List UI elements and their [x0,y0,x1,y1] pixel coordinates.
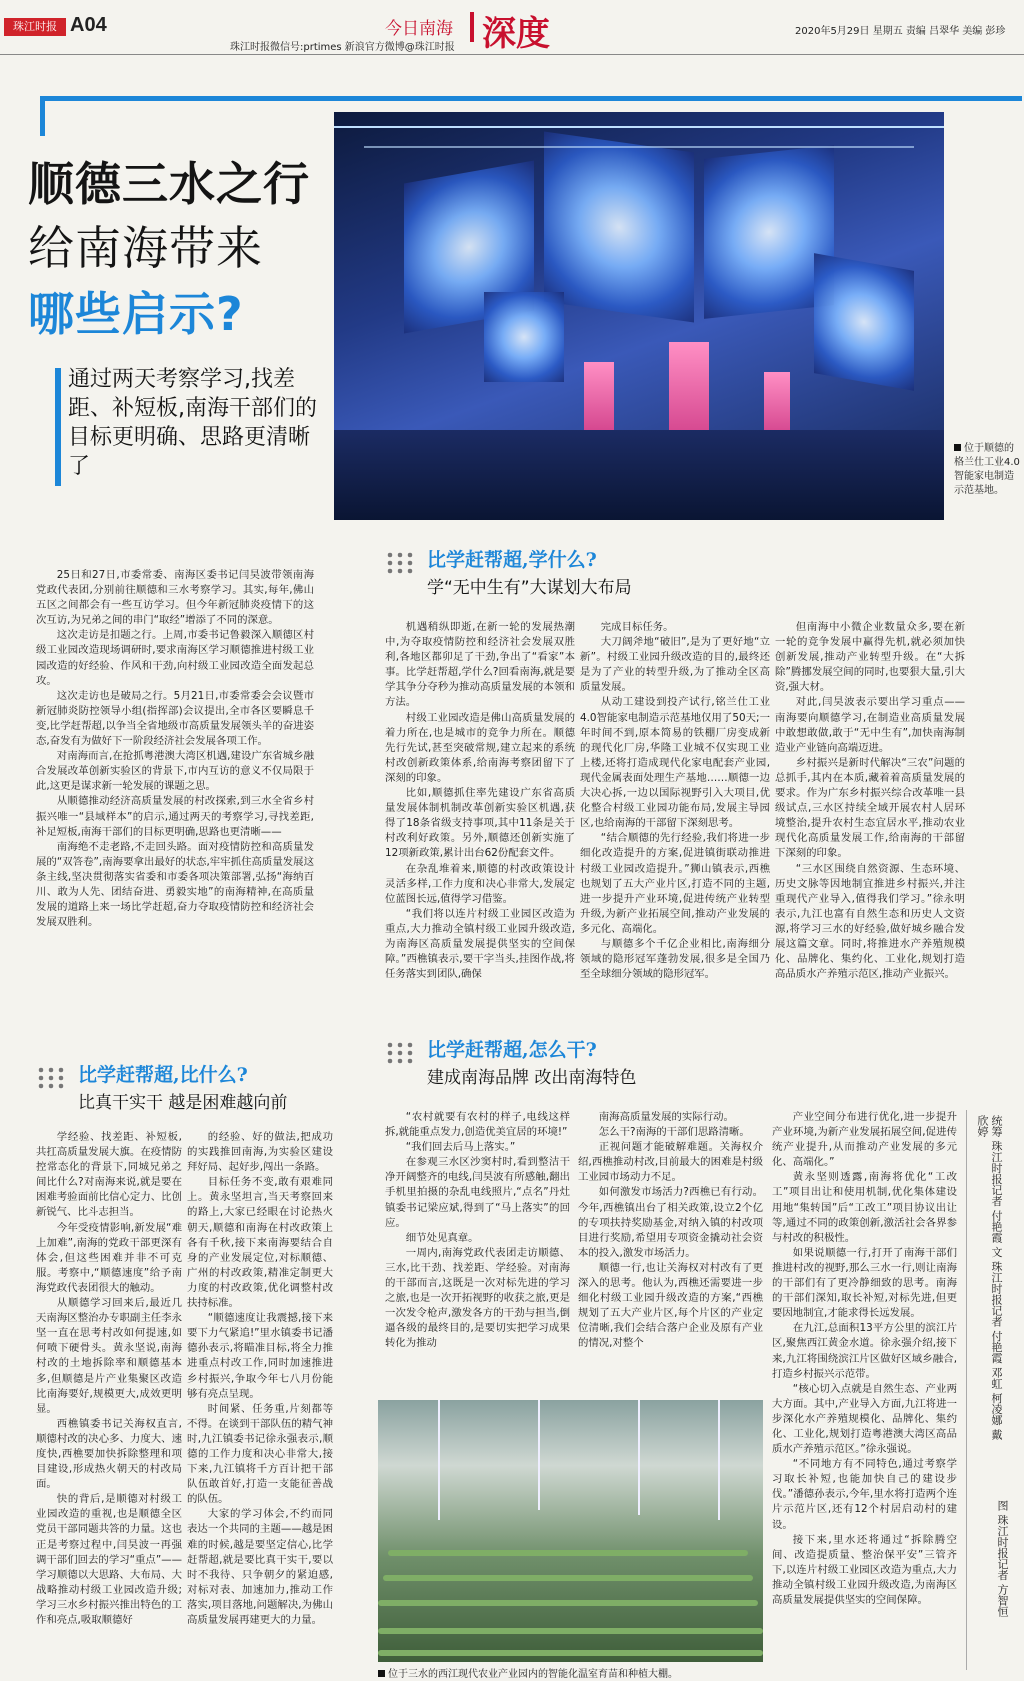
section-1-column-3 [775,620,965,1020]
paragraph: 快的背后,是顺德对村级工业园改造的重视,也是顺德全区党员干部同题共答的力量。这也正是考察过程中,闫昊波一再强调干部们回去的学习“重点”——学习顺德以大思路、大布局、大战略推动村级工业园改造升级;学习三水乡村振兴推出特色的工作和亮点,吸取顺德好 [36,1493,182,1626]
credits-separator [966,1110,967,1670]
paragraph: “不同地方有不同特色,通过考察学习取长补短,也能加快自己的建设步伐。”潘德孙表示,今年,里水将打造两个连片示范片区,还有12个村居启动村的建设。 [772,1458,957,1531]
section-2-subtitle: 比真干实干 越是困难越向前 [78,1093,288,1113]
section-1-column-1 [385,620,575,1020]
section-2-column-1 [36,1130,182,1670]
subhead-accent-bar [55,368,61,486]
headline-line-3: 哪些启示? [28,287,244,341]
paragraph: 比如,顺德抓住率先建设广东省高质量发展体制机制改革创新实验区机遇,获得了18条省级支持事项,其中11条是关于村改利好政策。另外,顺德还创新实施了12项新政策,累计出台62份配套文件。 [385,787,575,860]
paragraph: 如果说顺德一行,打开了南海干部们推进村改的视野,那么三水一行,则让南海的干部们有了更冷静细致的思考。南海的干部们深知,取长补短,对标先进,但更要因地制宜,才能求得长远发展。 [772,1246,957,1320]
paragraph: “结合顺德的先行经验,我们将进一步细化改造提升的方案,促进镇街联动推进村级工业园改造提升。”狮山镇表示,西樵也规划了五大产业片区,打造不同的主题,进一步提升产业环境,促进传统产业转型升级,为新产业拓展空间,推动产业发展的多元化、高端化。 [580,832,770,935]
section-1-subtitle: 学“无中生有”大谋划大布局 [427,578,632,598]
section-2-column-2 [187,1130,333,1670]
paragraph: 在参观三水区沙窦村时,看到整洁干净开阔整齐的电线,闫昊波有所感触,翻出手机里拍摄的杂乱电线照片,“点名”丹灶镇委书记梁应斌,得到了“马上落实”的回应。 [385,1156,570,1229]
paragraph: 黄永坚则透露,南海将优化“工改工”项目出让和使用机制,优化集体建设用地“集转国”后“工改工”项目协议出让等,通过不同的政策创新,激活社会各界参与村改的积极性。 [772,1171,957,1244]
paragraph: 目标任务不变,敢有艰难同上。黄永坚坦言,当天考察回来的路上,大家已经眼在讨论热火朝天,顺德和南海在村改政策上各有千秋,接下来南海要结合自身的产业发展定位,对标顺德、广州的村改政策,精准定制更大力度的村改政策,优化调整村改扶持标准。 [187,1176,333,1310]
section-3-subtitle: 建成南海品牌 改出南海特色 [427,1068,637,1088]
frame-bar-vertical [40,96,45,136]
paragraph: 25日和27日,市委常委、南海区委书记闫昊波带领南海党政代表团,分别前往顺德和三水考察学习。其实,每年,佛山五区之间都会有一些互访学习。但今年新冠肺炎疫情下的这次互访,为兄弟之间的串门“取经”增添了不同的深意。 [36,569,314,627]
paragraph: “核心切入点就是自然生态、产业两大方面。其中,产业导入方面,九江将进一步深化水产养殖规模化、品牌化、集约化、工业化,规划打造粤港澳大湾区高品质水产养殖示范区。”徐永强说。 [772,1382,957,1456]
credits-photographer: 图 珠江时报记者 方智恒 [996,1500,1009,1617]
paragraph: 细节处见真章。 [405,1231,479,1244]
paragraph: 但南海中小微企业数量众多,要在新一轮的竞争发展中赢得先机,就必须加快创新发展,推动产业转型升级。在“大拆除”腾挪发展空间的同时,也要狠大量,引大资,强大材。 [775,621,965,694]
intro-column [36,568,314,998]
greenhouse-photo-caption [378,1665,678,1680]
paragraph: 西樵镇委书记关海权直言,顺德村改的决心多、力度大、速度快,西樵要加快拆除整理和项目建设,形成热火朝天的村改局面。 [36,1417,182,1491]
section-header-3 [385,1035,1005,1087]
headline-line-2: 给南海带来 [28,221,263,275]
paragraph: 乡村振兴是新时代解决“三农”问题的总抓手,其内在本质,藏着着高质量发展的要求。作为广东乡村振兴综合改革唯一县级试点,三水区持续全域开展农村人居环境整治,提升农村生态宜居水平,推动农业现代化高质量发展工作,给南海的干部留下深刻的印象。 [775,756,965,860]
paragraph: 对南海而言,在抢抓粤港澳大湾区机遇,建设广东省城乡融合发展改革创新实验区的背景下,市内互访的意义不仅局限于此,这更是谋求新一轮发展的课题之思。 [36,750,314,793]
section-3-column-2 [578,1110,763,1395]
section-3-column-3 [772,1110,957,1670]
paragraph: 如何激发市场活力?西樵已有行动。今年,西樵镇出台了相关政策,设立2个亿的专项扶持奖励基金,对纳入镇的村改项目进行奖励,希望用专项资金撬动社会资本的投入,激发市场活力。 [578,1186,763,1259]
paragraph: “顺德速度让我震撼,接下来要下力气紧追!”里水镇委书记潘德孙表示,将瞄准目标,将全力推进重点村改工作,同时加速推进乡村振兴,争取今年七八月份能够有亮点呈现。 [187,1312,333,1400]
newspaper-logo: 珠江时报 [4,18,66,36]
paragraph: “农村就要有农村的样子,电线这样拆,就能重点发力,创造优美宜居的环境!” [385,1111,570,1139]
paragraph: 从动工建设到投产试行,铭兰仕工业4.0智能家电制造示范基地仅用了50天;一年时间不到,原本简易的铁棚厂房变成新的现代化厂房,华隆工业城不仅实现工业上楼,还将打造成现代化家电配套产业园,现代金属表面处理生产基地……顺德一边大决心拆,一边以国际视野引入大项目,优化整合村级工业园功能布局,发展主导园区,也给南海的干部留下深刻思考。 [580,696,770,830]
headline-line-1: 顺德三水之行 [28,157,310,211]
paragraph: 对此,闫昊波表示要出学习重点——南海要向顺德学习,在制造业高质量发展中敢想敢做,敢于“无中生有”,加快南海制造业产业链向高端迈进。 [775,696,965,754]
header-separator [470,12,474,42]
page-number: A04 [70,14,107,36]
paragraph: “我们回去后马上落实。” [405,1141,516,1154]
paragraph: 接下来,里水还将通过“拆除腾空间、改造提质量、整治保平安”三管齐下,以连片村级工业园区改造为重点,大力推动全镇村级工业园升级改造,为南海区高质量发展提供坚实的空间保障。 [772,1533,957,1606]
hero-caption-text: 位于顺德的格兰仕工业4.0智能家电制造示范基地。 [954,443,1020,496]
paragraph: “三水区围绕自然资源、生态环境、历史文脉等因地制宜推进乡村振兴,并注重现代产业导入,值得我们学习。”徐永明表示,九江也富有自然生态和历史人文资源,将学习三水的好经验,做好城乡融合发展这篇文章。同时,将推进水产养殖规模化、品牌化、集约化、工业化,规划打造高品质水产养殖示范区,推动产业振兴。 [775,862,965,981]
section-2-title: 比学赶帮超,比什么? [78,1064,248,1086]
hero-photo [334,112,944,520]
section-header-1 [385,545,1005,597]
paragraph: 这次走访也是破局之行。5月21日,市委常委会会议暨市新冠肺炎防控领导小组(指挥部)会议提出,全市各区要瞬息千变,比学赶帮超,以争当全省地级市高质量发展领头羊的奋进姿态,奋发有为做好下一阶段经济社会发展各项工作。 [36,689,314,748]
paragraph: 今年受疫情影响,新发展“难上加难”,南海的党政干部更深有体会,但这些困难并非不可克服。考察中,“顺德速度”给予南海党政代表团很大的触动。 [36,1221,182,1294]
paragraph: 这次走访是扣题之行。上周,市委书记鲁毅深入顺德区村级工业园改造现场调研时,要求南海区学习顺德推进村级工业园改造的好经验、作风和干劲,向村级工业园改造全面发起总攻。 [36,629,314,687]
paragraph: 顺德一行,也让关海权对村改有了更深入的思考。他认为,西樵还需要进一步细化村级工业园升级改造的方案,“西樵规划了五大产业片区,每个片区的产业定位清晰,我们会结合落户企业及原有产业的情况,对整个 [578,1261,763,1350]
section-3-title: 比学赶帮超,怎么干? [427,1039,597,1061]
subheadline: 通过两天考察学习,找差距、补短板,南海干部们的目标更明确、思路更清晰了 [68,367,317,479]
paragraph: 一周内,南海党政代表团走访顺德、三水,比干劲、找差距、学经验。对南海的干部而言,这既是一次对标先进的学习之旅,也是一次开拓视野的收获之旅,更是一次发令枪声,激发各方的干劲与担当,倒逼各级的最终目的,是要切实把学习成果转化为推动 [385,1246,570,1350]
paragraph: 从顺德学习回来后,最近几天南海区整治办专职副主任李永坚一直在思考村改如何提速,如何喷下硬骨头。黄永坚说,南海村改的土地拆除率和顺德基本多,但顺德是片产业集聚区改造比南海要好,规模更大,成效更明显。 [36,1297,182,1415]
paragraph: 南海高质量发展的实际行动。 [598,1111,734,1123]
paragraph: 怎么干?南海的干部们思路清晰。 [598,1126,750,1139]
paragraph: “我们将以连片村级工业园区改造为重点,大力推动全镇村级工业园升级改造,为南海区高质量发展提供坚实的空间保障。”西樵镇表示,要干字当头,挂图作战,将任务落实到团队,确保 [385,907,575,981]
paragraph: 的经验、好的做法,把成功的实践推回南海,为实验区建设拜好局、起好步,闯出一条路。 [187,1131,333,1174]
section-1-title: 比学赶帮超,学什么? [427,549,597,571]
date-line: 2020年5月29日 星期五 责编 吕翠华 美编 彭珍 [795,26,1006,37]
section-1-column-2 [580,620,770,1020]
paragraph: 时间紧、任务重,片刻都等不得。在谈到干部队伍的精气神时,九江镇委书记徐永强表示,顺德的工作力度和决心非常大,接下来,九江镇将千方百计把干部队伍敢首好,打造一支能征善战的队伍。 [187,1402,333,1506]
paragraph: 完成目标任务。 [600,621,674,633]
paragraph: 正视问题才能破解难题。关海权介绍,西樵推动村改,目前最大的困难是村级工业园市场动力不足。 [578,1141,763,1184]
paragraph: 产业空间分布进行优化,进一步提升产业环境,为新产业发展拓展空间,促进传统产业提升,从而推动产业发展的多元化、高端化。” [772,1111,957,1169]
greenhouse-caption-text: 位于三水的西江现代农业产业园内的智能化温室育苗和种植大棚。 [388,1669,678,1680]
section-dots-icon [385,551,415,575]
paragraph: 在九江,总面积13平方公里的滨江片区,聚焦西江黄金水道。徐永强介绍,接下来,九江将围绕滨江片区做好区域乡融合,打造乡村振兴示范带。 [772,1322,957,1380]
paragraph: 与顺德多个千亿企业相比,南海细分领域的隐形冠军蓬勃发展,很多是全国乃至全球细分领域的隐形冠军。 [580,937,770,981]
section-dots-icon [36,1066,66,1090]
hero-photo-caption [954,442,1020,498]
caption-marker-icon [954,444,961,451]
contact-line: 珠江时报微信号:prtimes 新浪官方微博@珠江时报 [230,42,455,53]
section-3-column-1 [385,1110,570,1395]
paragraph: 大刀阔斧地“破旧”,是为了更好地“立新”。村级工业园升级改造的目的,最终还是为了产业的转型升级,为了推动全区高质量发展。 [580,636,770,694]
credits-reporters: 统筹 珠江时报记者 付艳霞 文 珠江时报记者 付艳霞 邓虹 柯凌娜 戴欣婷 [976,1115,1003,1440]
paragraph: 大家的学习体会,不约而同表达一个共同的主题——越是困难的时候,越是要坚定信心,比学赶帮超,就是要比真干实干,要以时不我待、只争朝夕的紧迫感,对标对表、加速加力,推动工作落实,项目落地,问题解决,为佛山高质量发展再建更大的力量。 [187,1508,333,1626]
paragraph: 在杂乱堆着来,顺德的村改政策设计灵活多样,工作力度和决心非常大,发展定位蓝图长远,值得学习借鉴。 [385,862,575,905]
section-name: 今日南海 [385,19,453,39]
paragraph: 南海绝不走老路,不走回头路。面对疫情防控和高质量发展的“双答卷”,南海要拿出最好的状态,牢牢抓住高质量发展这条主线,坚决贯彻落实省委和市委各项决策部署,弘扬“海纳百川、敢为人先、团结奋进、勇毅实地”的南海精神,在高质量发展的道路上来一场比学赶超,奋力夺取疫情防控和经济社会发展双胜利。 [36,840,314,929]
paragraph: 从顺德推动经济高质量发展的村改探索,到三水全省乡村振兴唯一“县域样本”的启示,通过两天的考察学习,寻找差距,补足短板,南海干部们的目标更明确,思路也更清晰—— [36,795,314,838]
header-rule [0,54,1024,55]
section-header-2 [36,1060,356,1112]
section-dots-icon [385,1041,415,1065]
paragraph: 村级工业园改造是佛山高质量发展的着力所在,也是城市的竞争力所在。顺德先行先试,甚至突破常规,建立起来的系统村改创新政策体系,给南海考察团留下了深刻的印象。 [385,711,575,784]
paragraph: 学经验、找差距、补短板,共扛高质量发展大旗。在疫情防控常态化的背景下,同城兄弟之间比什么?对南海来说,就是要在困难考验面前比信心定力、比创新锐气、比斗志担当。 [36,1131,182,1219]
section-title-large: 深度 [482,14,550,54]
paragraph: 机遇稍纵即逝,在新一轮的发展热潮中,为夺取疫情防控和经济社会发展双胜利,各地区都卯足了干劲,争出了“看家”本事。比学赶帮超,学什么?回看南海,就是要学其争分夺秒为推动高质量发展的本领和方法。 [385,621,575,709]
greenhouse-photo [378,1400,763,1662]
caption-marker-icon [378,1670,385,1677]
frame-bar-horizontal [40,96,1022,101]
